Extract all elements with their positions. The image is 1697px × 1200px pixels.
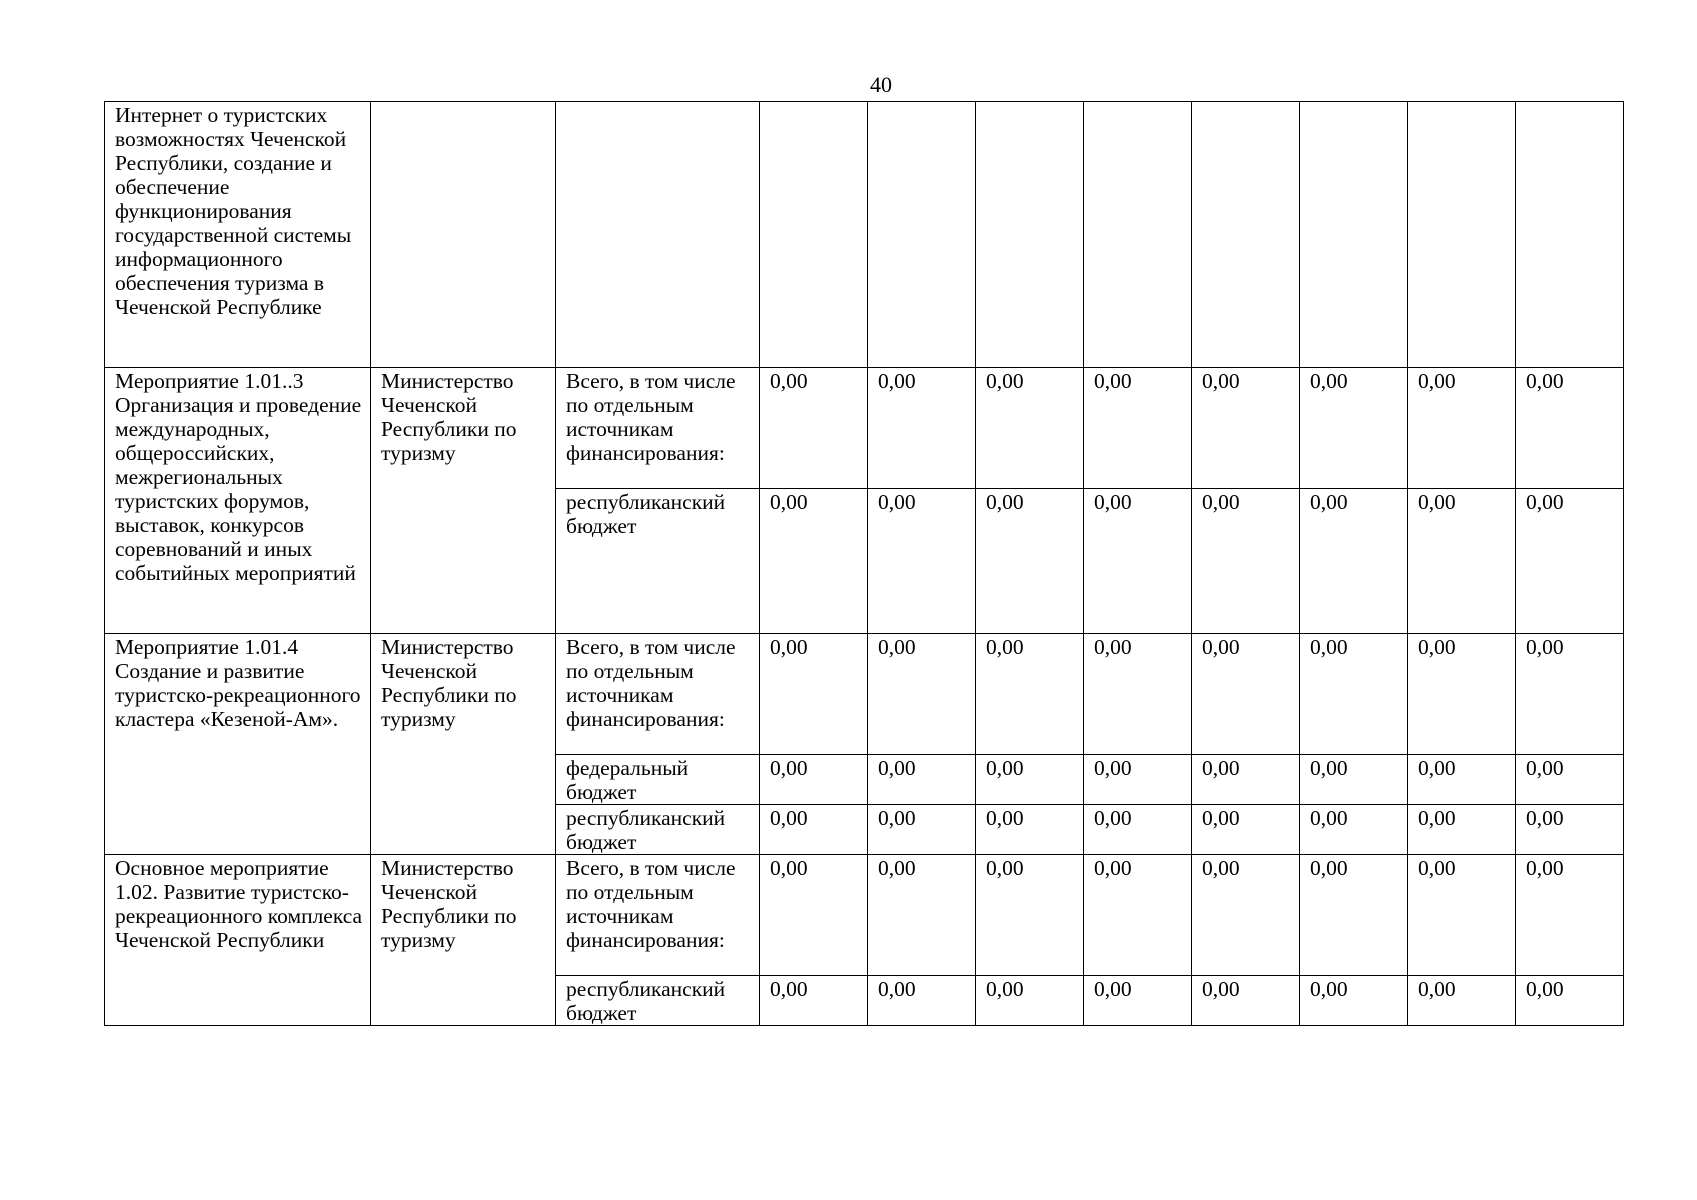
value-cell: 0,00 (868, 805, 976, 855)
value-cell: 0,00 (1084, 755, 1192, 805)
value-cell (1300, 102, 1408, 368)
value-cell: 0,00 (1408, 368, 1516, 489)
value-cell: 0,00 (976, 805, 1084, 855)
value-cell: 0,00 (1300, 755, 1408, 805)
table-row (105, 368, 1624, 489)
value-cell: 0,00 (868, 489, 976, 634)
value-cell: 0,00 (1084, 634, 1192, 755)
value-cell: 0,00 (1192, 855, 1300, 976)
value-cell: 0,00 (1516, 368, 1624, 489)
value-cell: 0,00 (1408, 755, 1516, 805)
value-cell: 0,00 (1516, 634, 1624, 755)
value-cell: 0,00 (1084, 489, 1192, 634)
table-row (105, 855, 1624, 976)
table-row (105, 634, 1624, 755)
value-cell: 0,00 (868, 634, 976, 755)
source-cell: республиканский бюджет (556, 489, 760, 634)
value-cell: 0,00 (868, 755, 976, 805)
value-cell: 0,00 (976, 634, 1084, 755)
value-cell: 0,00 (760, 634, 868, 755)
value-cell: 0,00 (1192, 805, 1300, 855)
source-cell: федеральный бюджет (556, 755, 760, 805)
source-cell (556, 102, 760, 368)
value-cell: 0,00 (976, 855, 1084, 976)
value-cell: 0,00 (868, 368, 976, 489)
measure-name-cell: Мероприятие 1.01..3 Организация и проведение международных, общероссийских, межрегиональных туристских форумов, выставок, конкурсов соревнований и иных событийных мероприятий (105, 368, 371, 634)
value-cell: 0,00 (976, 976, 1084, 1026)
value-cell: 0,00 (1192, 634, 1300, 755)
value-cell: 0,00 (1192, 368, 1300, 489)
value-cell: 0,00 (760, 805, 868, 855)
executor-cell (371, 102, 556, 368)
value-cell (1516, 102, 1624, 368)
value-cell: 0,00 (1408, 634, 1516, 755)
value-cell: 0,00 (760, 976, 868, 1026)
executor-cell: Министерство Чеченской Республики по туризму (371, 855, 556, 1026)
value-cell: 0,00 (1300, 855, 1408, 976)
executor-cell: Министерство Чеченской Республики по туризму (371, 634, 556, 855)
value-cell: 0,00 (1084, 855, 1192, 976)
value-cell: 0,00 (1084, 368, 1192, 489)
value-cell: 0,00 (1192, 489, 1300, 634)
value-cell: 0,00 (1300, 976, 1408, 1026)
value-cell: 0,00 (868, 855, 976, 976)
value-cell: 0,00 (1300, 489, 1408, 634)
measure-name-cell: Мероприятие 1.01.4 Создание и развитие туристско-рекреационного кластера «Кезеной-Ам». (105, 634, 371, 855)
source-cell: Всего, в том числе по отдельным источникам финансирования: (556, 368, 760, 489)
value-cell: 0,00 (1192, 976, 1300, 1026)
value-cell (760, 102, 868, 368)
value-cell: 0,00 (1408, 805, 1516, 855)
value-cell (1192, 102, 1300, 368)
value-cell: 0,00 (1408, 489, 1516, 634)
value-cell: 0,00 (1408, 855, 1516, 976)
value-cell (1408, 102, 1516, 368)
measure-name-cell: Интернет о туристских возможностях Чеченской Республики, создание и обеспечение функционирования государственной системы информационного обеспечения туризма в Чеченской Республике (105, 102, 371, 368)
value-cell: 0,00 (1516, 489, 1624, 634)
value-cell: 0,00 (1516, 976, 1624, 1026)
measure-name-cell: Основное мероприятие 1.02. Развитие туристско-рекреационного комплекса Чеченской Республики (105, 855, 371, 1026)
value-cell: 0,00 (1300, 805, 1408, 855)
value-cell: 0,00 (1516, 855, 1624, 976)
value-cell: 0,00 (760, 368, 868, 489)
value-cell: 0,00 (760, 855, 868, 976)
source-cell: республиканский бюджет (556, 805, 760, 855)
value-cell: 0,00 (1084, 805, 1192, 855)
value-cell: 0,00 (976, 489, 1084, 634)
value-cell: 0,00 (1084, 976, 1192, 1026)
value-cell: 0,00 (1192, 755, 1300, 805)
source-cell: Всего, в том числе по отдельным источникам финансирования: (556, 634, 760, 755)
executor-cell: Министерство Чеченской Республики по туризму (371, 368, 556, 634)
funding-table (104, 101, 1624, 1026)
value-cell: 0,00 (760, 755, 868, 805)
value-cell: 0,00 (976, 755, 1084, 805)
value-cell: 0,00 (760, 489, 868, 634)
value-cell: 0,00 (1300, 634, 1408, 755)
page-number: 40 (870, 72, 892, 97)
value-cell (1084, 102, 1192, 368)
value-cell (868, 102, 976, 368)
source-cell: Всего, в том числе по отдельным источникам финансирования: (556, 855, 760, 976)
source-cell: республиканский бюджет (556, 976, 760, 1026)
value-cell: 0,00 (868, 976, 976, 1026)
value-cell: 0,00 (976, 368, 1084, 489)
value-cell (976, 102, 1084, 368)
value-cell: 0,00 (1408, 976, 1516, 1026)
value-cell: 0,00 (1516, 805, 1624, 855)
value-cell: 0,00 (1300, 368, 1408, 489)
value-cell: 0,00 (1516, 755, 1624, 805)
table-row (105, 102, 1624, 368)
